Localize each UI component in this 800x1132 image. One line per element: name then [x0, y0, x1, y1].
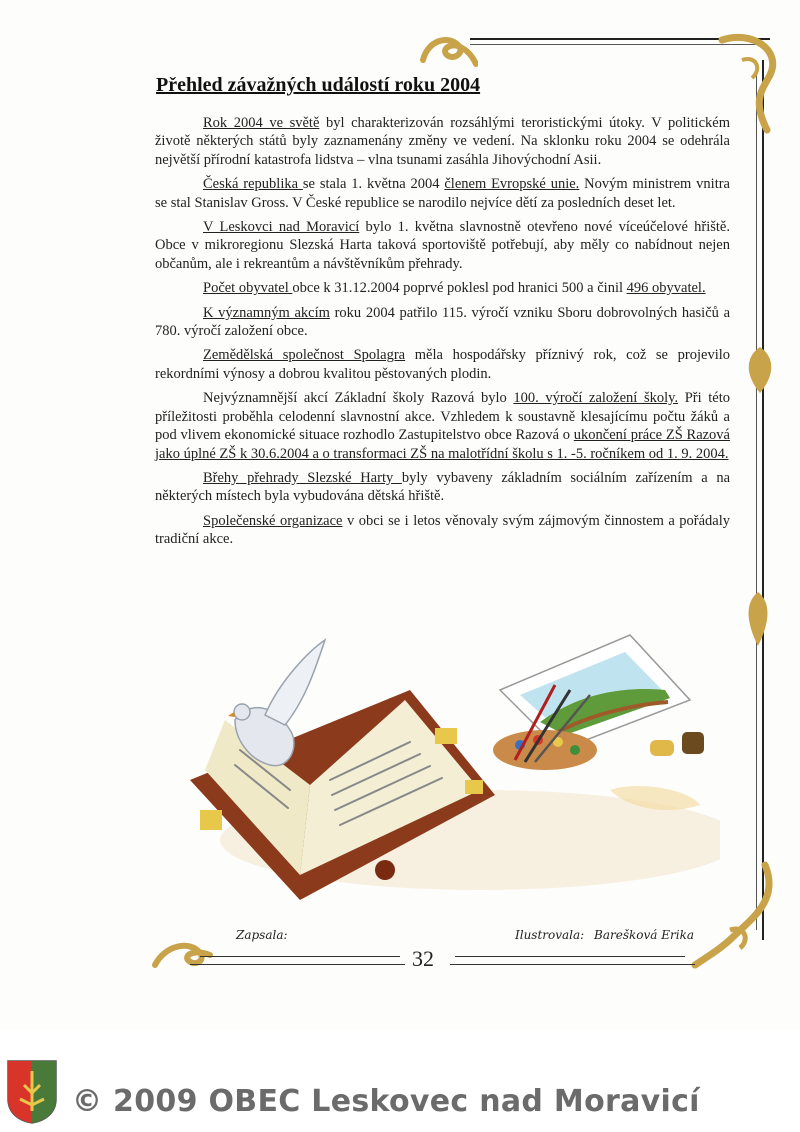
book-clasp-left-icon	[200, 810, 222, 830]
illustrator-label: Ilustrovala:	[515, 928, 585, 942]
footer-line-right-top	[455, 956, 685, 957]
illustration-book-dove-palette	[180, 630, 720, 900]
gold-ornament-right-lower-icon	[738, 590, 778, 650]
paragraph-organizations: Společenské organizace v obci se i letos věnovaly svým zájmovým činnostem a pořádaly tradiční akce.	[155, 512, 730, 548]
frame-right-line-inner	[756, 70, 757, 930]
book-clasp-bottom-icon	[465, 780, 483, 794]
paragraph-population: Počet obyvatel obce k 31.12.2004 poprvé poklesl pod hranici 500 a činil 496 obyvatel.	[203, 280, 706, 297]
recorder-signature-label: Zapsala:	[236, 928, 288, 942]
footer-line-left-top	[200, 956, 400, 957]
paragraph-school: Nejvýznamnější akcí Základní školy Razová bylo 100. výročí založení školy. Při této příležitosti proběhla celodenní slavnostní akce. Vzhledem k soustavně klesajícímu počtu žáků a pod vlivem ekonomické situace rozhodlo Zastupitelstvo obce Razová o ukončení práce ZŠ Razová jako úplné ZŠ k 30.6.2004 a o transformaci ZŠ na malotřídní školu s 1. -5. ročníkem od 1. 9. 2004.	[155, 390, 730, 462]
page-number: 32	[412, 946, 434, 971]
paint-jar-brown-icon	[682, 732, 704, 754]
footer-line-left-bottom	[190, 964, 405, 965]
paragraph-world: Rok 2004 ve světě byl charakterizován rozsáhlými teroristickými útoky. V politickém životě některých států byly zaznamenány změny ve vedení. Na sklonku roku 2004 se odehrála největší přírodní katastrofa lidstva – vlna tsunami zasáhla Jihovýchodní Asii.	[155, 115, 730, 168]
municipal-coat-of-arms-icon	[6, 1059, 58, 1125]
page-title: Přehled závažných událostí roku 2004	[156, 74, 481, 96]
paragraph-czech-republic: Česká republika se stala 1. května 2004 členem Evropské unie. Novým ministrem vnitra se stal Stanislav Gross. V České republice se narodilo nejvíce dětí za posledních deset let.	[155, 176, 730, 211]
gold-ornament-right-middle-icon	[740, 345, 780, 395]
paragraph-reservoir: Břehy přehrady Slezské Harty byly vybaveny základním sociálním zařízením a na některých místech byla vybudována dětská hřiště.	[155, 469, 731, 505]
illustrator-name: Barešková Erika	[594, 928, 695, 942]
paragraph-leskovec: V Leskovci nad Moravicí bylo 1. května slavnostně otevřeno nové víceúčelové hřiště. Obce v mikroregionu Slezská Harta taková sportoviště potřebují, aby měly co nabídnout nejen občanům, ale i rekreantům a návštěvníkům přehrady.	[155, 219, 730, 272]
gold-ornament-bottom-left-icon	[150, 935, 220, 973]
chronicle-text	[155, 114, 730, 555]
copyright-notice: © 2009 OBEC Leskovec nad Moravicí	[72, 1084, 700, 1119]
gold-ornament-top-left-icon	[418, 30, 478, 68]
paragraph-events: K významným akcím roku 2004 patřilo 115. výročí vzniku Sboru dobrovolných hasičů a 780. výročí založení obce.	[155, 304, 730, 340]
paint-jar-yellow-icon	[650, 740, 674, 756]
paragraph-agriculture: Zemědělská společnost Spolagra měla hospodářsky příznivý rok, což se projevilo rekordními výnosy a dobrou kvalitou pěstovaných plodin.	[155, 347, 730, 382]
footer-line-right-bottom	[450, 964, 695, 965]
book-button-icon	[375, 860, 395, 880]
book-clasp-top-icon	[435, 728, 457, 744]
frame-right-line	[762, 60, 764, 940]
illustrator-signature-label	[515, 928, 694, 942]
